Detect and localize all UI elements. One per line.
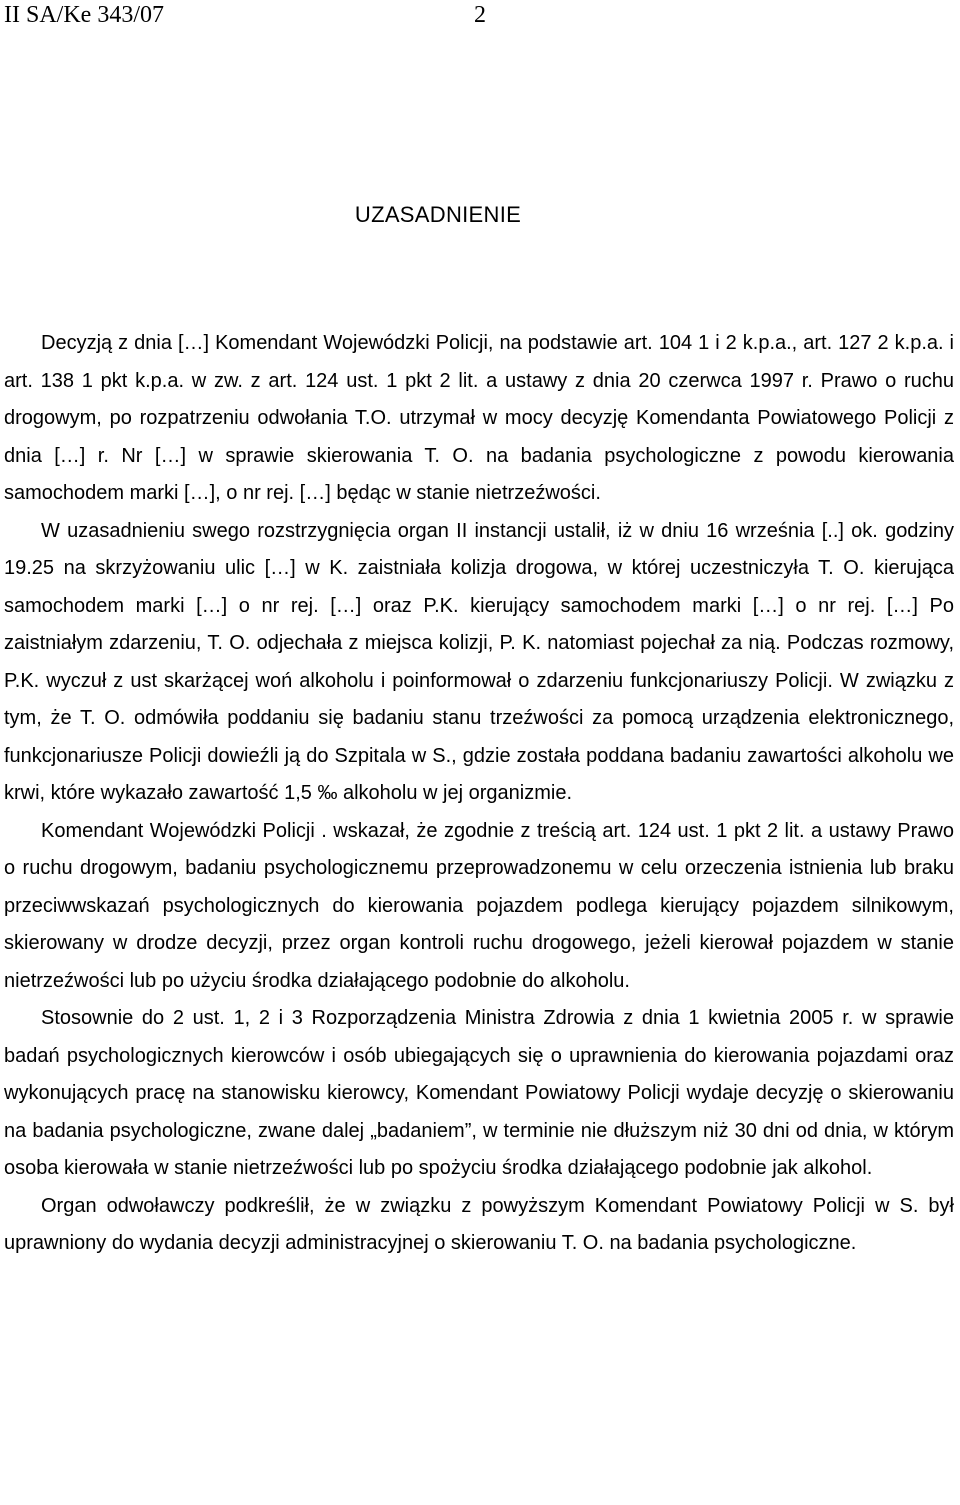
- paragraph: W uzasadnieniu swego rozstrzygnięcia organ II instancji ustalił, iż w dniu 16 września [..] ok. godziny 19.25 na skrzyżowaniu ulic […] w K. zaistniała kolizja drogowa, w której uczestniczyła T. O. kierująca samochodem marki […] o nr rej. […] oraz P.K. kierujący samochodem marki […] o nr rej. […] Po zaistniałym zdarzeniu, T. O. odjechała z miejsca kolizji, P. K. natomiast pojechał za nią. Podczas rozmowy, P.K. wyczuł z ust skarżącej woń alkoholu i poinformował o zdarzeniu funkcjonariuszy Policji. W związku z tym, że T. O. odmówiła poddaniu się badaniu stanu trzeźwości za pomocą urządzenia elektronicznego, funkcjonariusze Policji dowieźli ją do Szpitala w S., gdzie została poddana badaniu zawartości alkoholu we krwi, które wykazało zawartość 1,5 ‰ alkoholu w jej organizmie.: [4, 519, 954, 804]
- page-header: [0, 2, 960, 32]
- case-number: II SA/Ke 343/07: [4, 2, 164, 28]
- paragraph: Decyzją z dnia […] Komendant Wojewódzki Policji, na podstawie art. 104 1 i 2 k.p.a., art. 127 2 k.p.a. i art. 138 1 pkt k.p.a. w zw. z art. 124 ust. 1 pkt 2 lit. a ustawy z dnia 20 czerwca 1997 r. Prawo o ruchu drogowym, po rozpatrzeniu odwołania T.O. utrzymał w mocy decyzję Komendanta Powiatowego Policji z dnia […] r. Nr […] w sprawie skierowania T. O. na badania psychologiczne z powodu kierowania samochodem marki […], o nr rej. […] będąc w stanie nietrzeźwości.: [4, 332, 954, 504]
- paragraph: Organ odwoławczy podkreślił, że w związku z powyższym Komendant Powiatowy Policji w S. był uprawniony do wydania decyzji administracyjnej o skierowaniu T. O. na badania psychologiczne.: [4, 1194, 954, 1254]
- paragraph: Komendant Wojewódzki Policji . wskazał, że zgodnie z treścią art. 124 ust. 1 pkt 2 lit. a ustawy Prawo o ruchu drogowym, badaniu psychologicznemu przeprowadzonemu w celu orzeczenia istnienia lub braku przeciwwskazań psychologicznych do kierowania pojazdem podlega kierujący pojazdem silnikowym, skierowany w drodze decyzji, przez organ kontroli ruchu drogowego, jeżeli kierował pojazdem w stanie nietrzeźwości lub po użyciu środka działającego podobnie do alkoholu.: [4, 819, 954, 992]
- page-number: 2: [474, 2, 486, 28]
- paragraph: Stosownie do 2 ust. 1, 2 i 3 Rozporządzenia Ministra Zdrowia z dnia 1 kwietnia 2005 r. w sprawie badań psychologicznych kierowców i osób ubiegających się o uprawnienia do kierowania pojazdami oraz wykonujących pracę na stanowisku kierowcy, Komendant Powiatowy Policji wydaje decyzję o skierowaniu na badania psychologiczne, zwane dalej „badaniem”, w terminie nie dłuższym niż 30 dni od dnia, w którym osoba kierowała w stanie nietrzeźwości lub po spożyciu środka działającego podobnie jak alkohol.: [4, 1007, 954, 1179]
- document-body: [4, 325, 954, 1263]
- document-title: UZASADNIENIE: [354, 202, 522, 227]
